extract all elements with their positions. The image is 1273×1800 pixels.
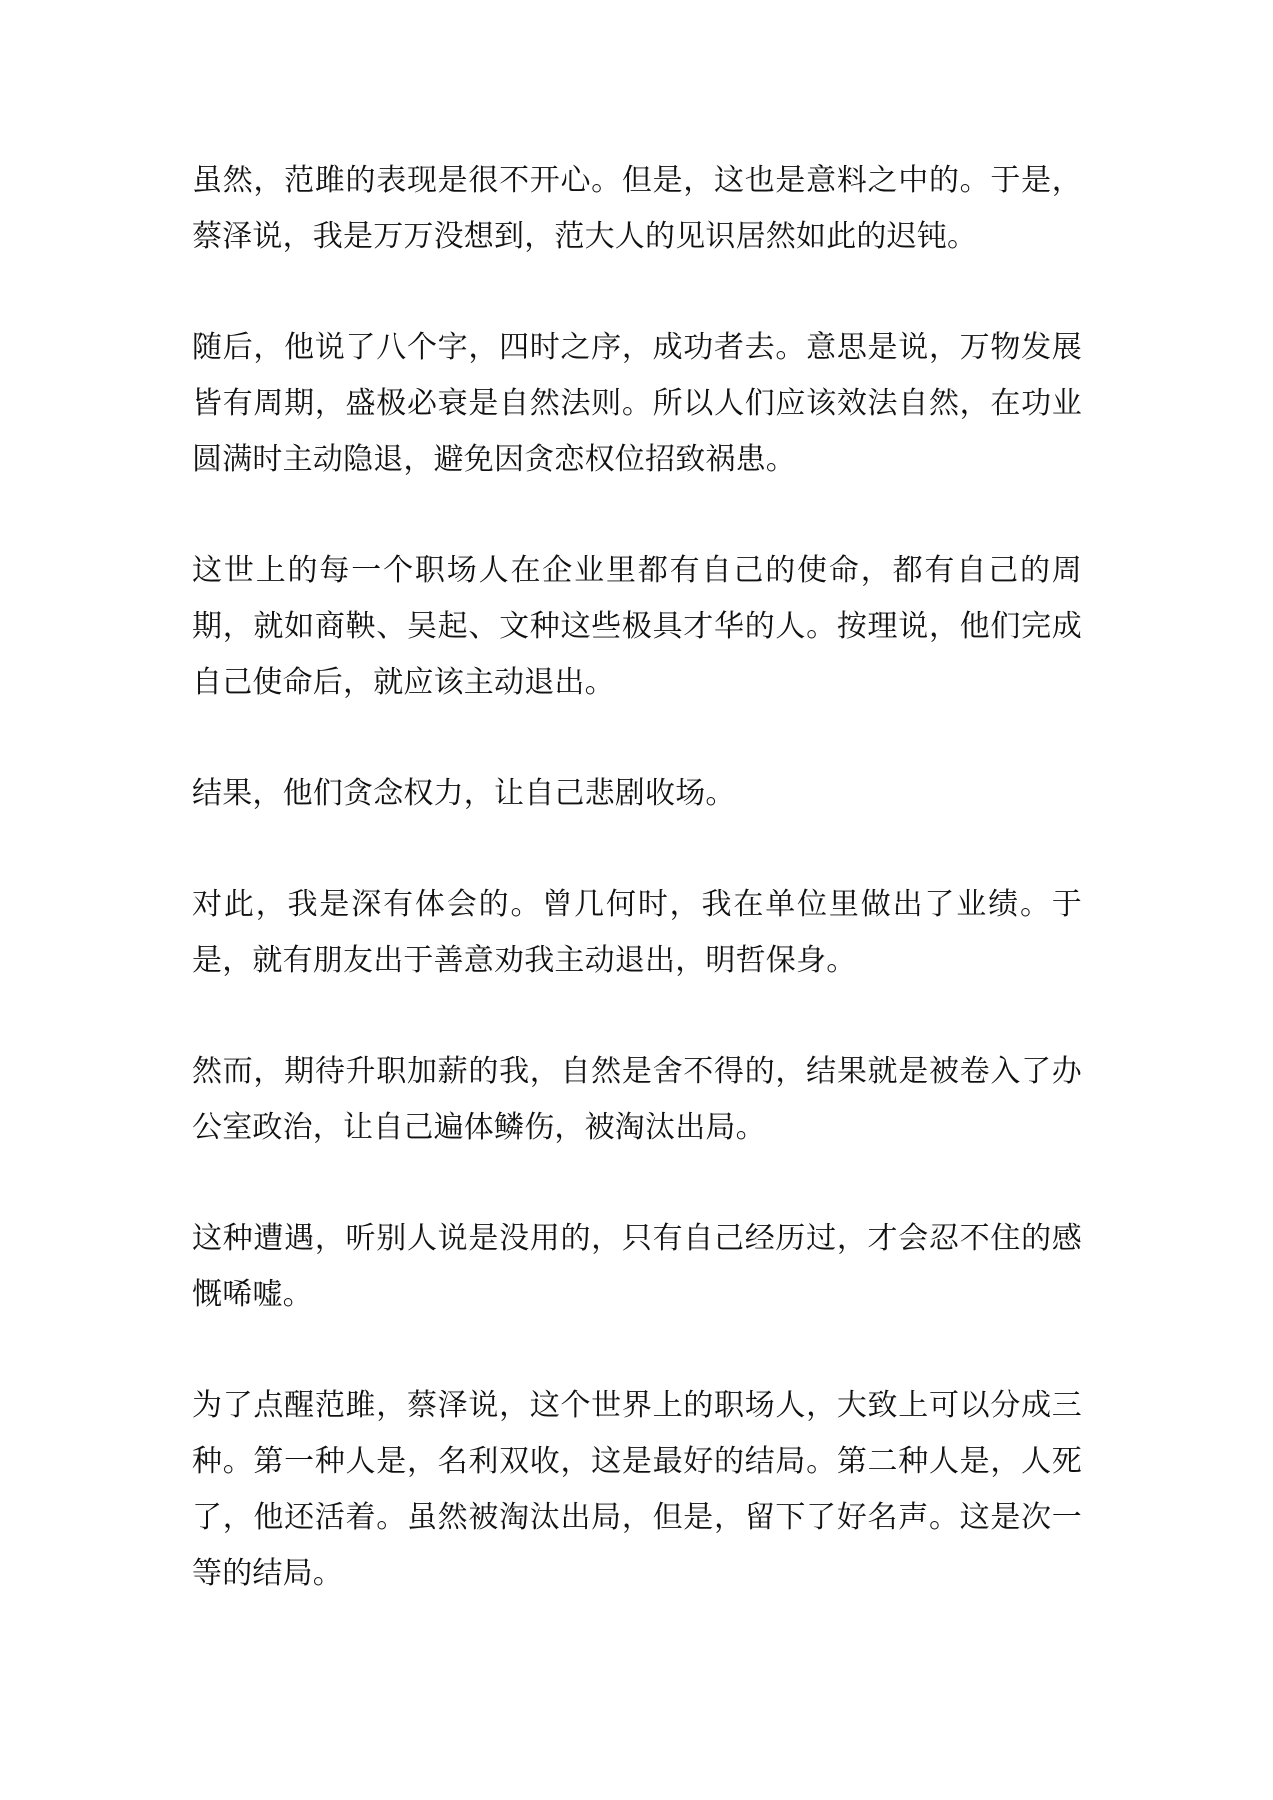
paragraph-6: 然而，期待升职加薪的我，自然是舍不得的，结果就是被卷入了办公室政治，让自己遍体鳞伤，被淘汰出局。 <box>192 1054 1082 1145</box>
paragraph-2: 随后，他说了八个字，四时之序，成功者去。意思是说，万物发展皆有周期，盛极必衰是自然法则。所以人们应该效法自然，在功业圆满时主动隐退，避免因贪恋权位招致祸患。 <box>192 330 1082 477</box>
document-body <box>192 153 1082 1657</box>
paragraph-7: 这种遭遇，听别人说是没用的，只有自己经历过，才会忍不住的感慨唏嘘。 <box>192 1221 1082 1312</box>
paragraph-4: 结果，他们贪念权力，让自己悲剧收场。 <box>192 776 736 811</box>
paragraph-5: 对此，我是深有体会的。曾几何时，我在单位里做出了业绩。于是，就有朋友出于善意劝我主动退出，明哲保身。 <box>192 887 1082 978</box>
paragraph-3: 这世上的每一个职场人在企业里都有自己的使命，都有自己的周期，就如商鞅、吴起、文种这些极具才华的人。按理说，他们完成自己使命后，就应该主动退出。 <box>192 553 1082 700</box>
paragraph-8: 为了点醒范雎，蔡泽说，这个世界上的职场人，大致上可以分成三种。第一种人是，名利双收，这是最好的结局。第二种人是，人死了，他还活着。虽然被淘汰出局，但是，留下了好名声。这是次一等的结局。 <box>192 1388 1082 1591</box>
paragraph-1: 虽然，范雎的表现是很不开心。但是，这也是意料之中的。于是，蔡泽说，我是万万没想到，范大人的见识居然如此的迟钝。 <box>192 163 1082 254</box>
